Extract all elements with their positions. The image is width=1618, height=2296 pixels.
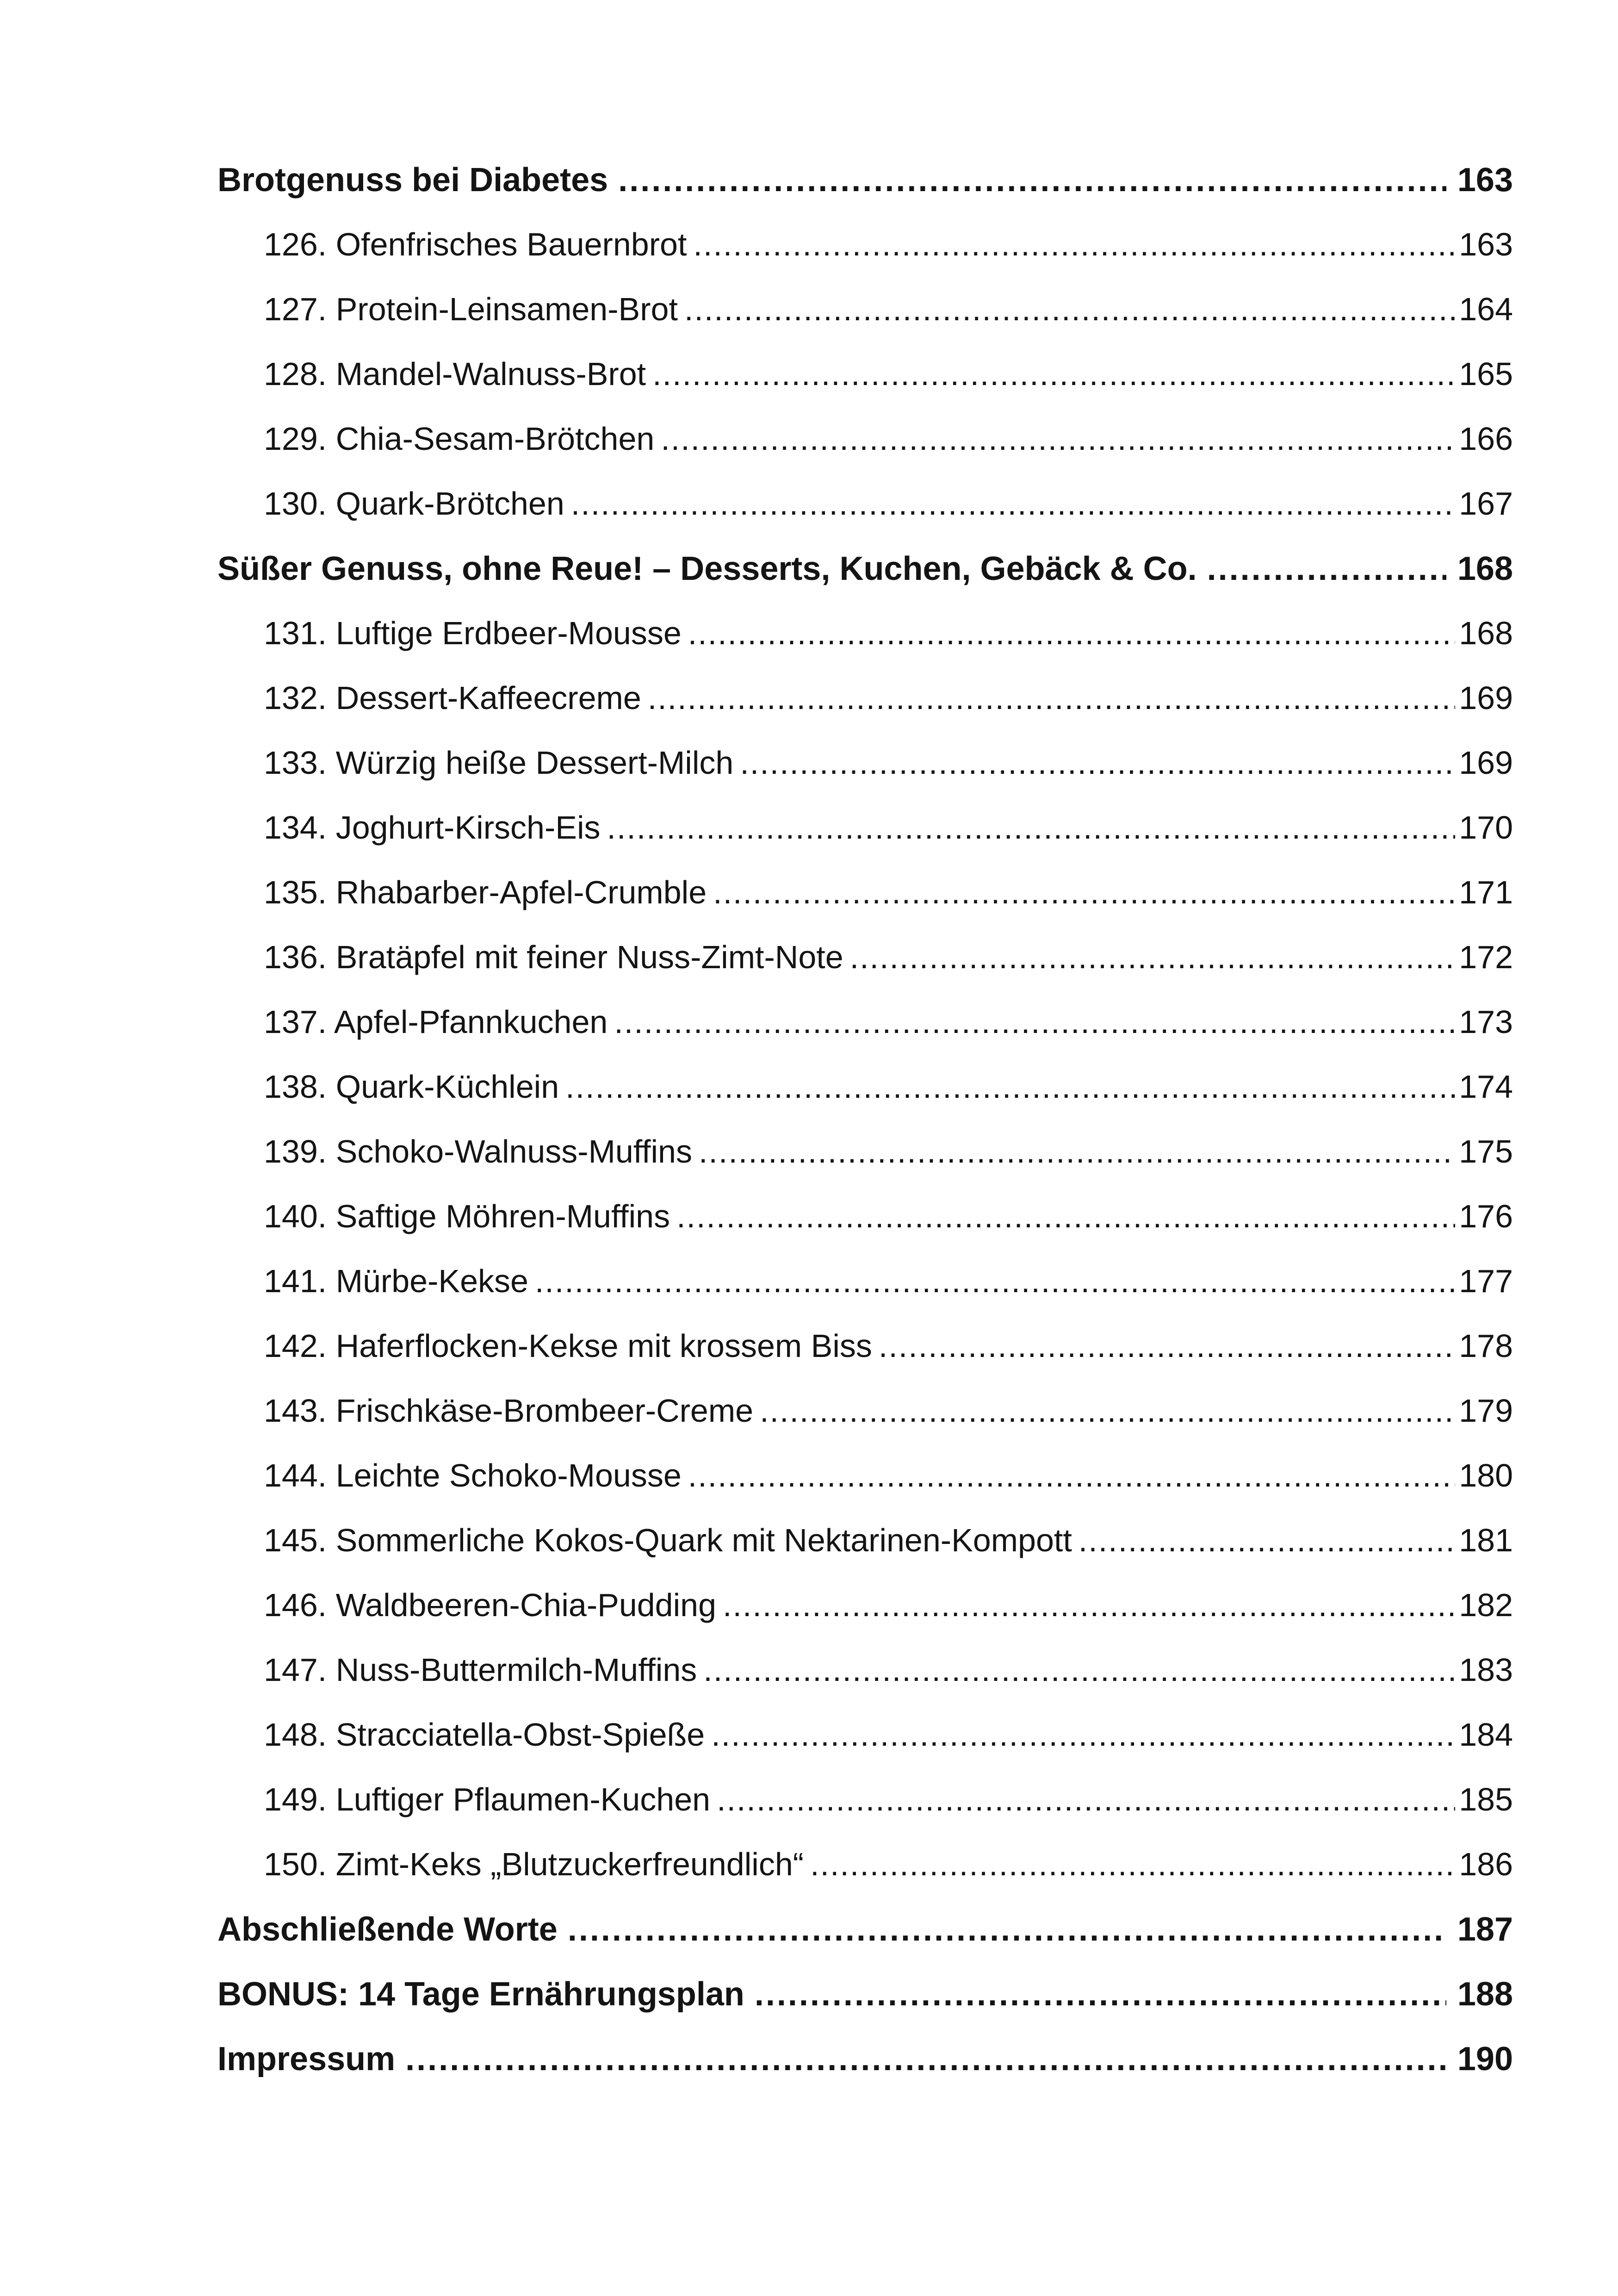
toc-page-number: 177 — [1459, 1263, 1513, 1299]
toc-page-number: 185 — [1459, 1781, 1513, 1817]
toc-page-number: 166 — [1459, 421, 1513, 457]
dot-leader — [717, 1781, 1455, 1818]
dot-leader — [699, 1133, 1455, 1170]
toc-recipe-row[interactable] — [217, 1263, 1513, 1327]
toc-entry-title: 128. Mandel-Walnuss-Brot — [264, 356, 646, 392]
toc-entry-title: 143. Frischkäse-Brombeer-Creme — [264, 1393, 754, 1429]
toc-page-number: 175 — [1459, 1133, 1513, 1170]
toc-section-row[interactable] — [217, 1910, 1513, 1975]
dot-leader — [711, 1716, 1455, 1753]
toc-page-number: 178 — [1459, 1328, 1513, 1364]
toc-page-number: 169 — [1459, 745, 1513, 781]
dot-leader — [405, 2040, 1446, 2078]
toc-recipe-row[interactable] — [217, 874, 1513, 939]
toc-recipe-row[interactable] — [217, 1003, 1513, 1068]
toc-page-number: 165 — [1459, 356, 1513, 392]
toc-recipe-row[interactable] — [217, 1392, 1513, 1457]
toc-recipe-row[interactable] — [217, 485, 1513, 550]
toc-page-number: 176 — [1459, 1198, 1513, 1234]
toc-entry-title: 133. Würzig heiße Dessert-Milch — [264, 745, 734, 781]
toc-entry-title: 144. Leichte Schoko-Mousse — [264, 1457, 682, 1493]
toc-entry-title: 127. Protein-Leinsamen-Brot — [264, 291, 678, 327]
dot-leader — [879, 1327, 1455, 1364]
dot-leader — [740, 744, 1455, 781]
dot-leader — [571, 485, 1455, 522]
toc-entry-title: 132. Dessert-Kaffeecreme — [264, 680, 641, 716]
toc-entry-title: 147. Nuss-Buttermilch-Muffins — [264, 1652, 697, 1688]
toc-page-number: 181 — [1459, 1522, 1513, 1558]
toc-page-number: 168 — [1457, 550, 1513, 587]
toc-page-number: 171 — [1459, 874, 1513, 910]
toc-entry-title: Abschließende Worte — [217, 1911, 558, 1948]
toc-entry-title: Brotgenuss bei Diabetes — [217, 162, 608, 199]
dot-leader — [607, 809, 1456, 846]
dot-leader — [703, 1651, 1455, 1688]
toc-entry-title: 141. Mürbe-Kekse — [264, 1263, 528, 1299]
toc-section-row[interactable] — [217, 550, 1513, 615]
toc-entry-title: 129. Chia-Sesam-Brötchen — [264, 421, 655, 457]
toc-page-number: 169 — [1459, 680, 1513, 716]
toc-recipe-row[interactable] — [217, 1327, 1513, 1392]
dot-leader — [755, 1975, 1446, 2013]
toc-entry-title: 135. Rhabarber-Apfel-Crumble — [264, 874, 707, 910]
dot-leader — [565, 1068, 1455, 1105]
toc-entry-title: Süßer Genuss, ohne Reue! – Desserts, Kuchen, Gebäck & Co. — [217, 550, 1197, 587]
toc-entry-title: 148. Stracciatella-Obst-Spieße — [264, 1717, 705, 1753]
toc-entry-title: 149. Luftiger Pflaumen-Kuchen — [264, 1781, 711, 1817]
dot-leader — [676, 1198, 1455, 1235]
toc-page-number: 187 — [1457, 1911, 1513, 1948]
dot-leader — [535, 1263, 1455, 1300]
toc-recipe-row[interactable] — [217, 809, 1513, 874]
toc-recipe-row[interactable] — [217, 1522, 1513, 1587]
toc-page-number: 172 — [1459, 939, 1513, 975]
toc-entry-title: 131. Luftige Erdbeer-Mousse — [264, 615, 682, 651]
toc-page-number: 190 — [1457, 2041, 1513, 2078]
toc-page-number: 182 — [1459, 1587, 1513, 1623]
toc-recipe-row[interactable] — [217, 1651, 1513, 1716]
toc-recipe-row[interactable] — [217, 291, 1513, 355]
toc-page-number: 167 — [1459, 485, 1513, 522]
toc-page-number: 164 — [1459, 291, 1513, 327]
dot-leader — [723, 1587, 1455, 1624]
toc-recipe-row[interactable] — [217, 939, 1513, 1003]
toc-page-number: 174 — [1459, 1069, 1513, 1105]
dot-leader — [684, 291, 1455, 328]
toc-recipe-row[interactable] — [217, 679, 1513, 744]
toc-page-number: 183 — [1459, 1652, 1513, 1688]
toc-recipe-row[interactable] — [217, 1716, 1513, 1781]
toc-page-number: 184 — [1459, 1717, 1513, 1753]
toc-entry-title: 134. Joghurt-Kirsch-Eis — [264, 809, 601, 846]
dot-leader — [1079, 1522, 1455, 1559]
toc-entry-title: BONUS: 14 Tage Ernährungsplan — [217, 1976, 744, 2013]
toc-section-row[interactable] — [217, 1975, 1513, 2040]
toc-recipe-row[interactable] — [217, 1133, 1513, 1198]
dot-leader — [648, 679, 1455, 716]
toc-page-number: 163 — [1457, 162, 1513, 199]
toc-section-row[interactable] — [217, 2040, 1513, 2105]
toc-entry-title: 146. Waldbeeren-Chia-Pudding — [264, 1587, 717, 1623]
toc-recipe-row[interactable] — [217, 420, 1513, 485]
toc-entry-title: 150. Zimt-Keks „Blutzuckerfreundlich“ — [264, 1846, 804, 1882]
toc-recipe-row[interactable] — [217, 355, 1513, 420]
dot-leader — [1207, 550, 1446, 588]
toc-entry-title: Impressum — [217, 2041, 396, 2078]
toc-recipe-row[interactable] — [217, 1587, 1513, 1651]
dot-leader — [618, 161, 1446, 199]
toc-entry-title: 130. Quark-Brötchen — [264, 485, 564, 522]
toc-entry-title: 139. Schoko-Walnuss-Muffins — [264, 1133, 692, 1170]
toc-section-row[interactable] — [217, 161, 1513, 226]
toc-entry-title: 145. Sommerliche Kokos-Quark mit Nektarinen-Kompott — [264, 1522, 1072, 1558]
dot-leader — [688, 1457, 1455, 1494]
toc-entry-title: 140. Saftige Möhren-Muffins — [264, 1198, 670, 1234]
toc-page-number: 173 — [1459, 1004, 1513, 1040]
toc-entry-title: 142. Haferflocken-Kekse mit krossem Biss — [264, 1328, 872, 1364]
toc-recipe-row[interactable] — [217, 744, 1513, 809]
toc-recipe-row[interactable] — [217, 226, 1513, 291]
dot-leader — [652, 355, 1455, 392]
dot-leader — [614, 1003, 1455, 1040]
toc-page-number: 186 — [1459, 1846, 1513, 1882]
dot-leader — [661, 420, 1455, 457]
dot-leader — [688, 615, 1455, 652]
dot-leader — [760, 1392, 1455, 1429]
toc-page-number: 168 — [1459, 615, 1513, 651]
dot-leader — [810, 1846, 1455, 1883]
toc-entry-title: 126. Ofenfrisches Bauernbrot — [264, 226, 687, 262]
toc-page-number: 179 — [1459, 1393, 1513, 1429]
toc-recipe-row[interactable] — [217, 1846, 1513, 1910]
toc-recipe-row[interactable] — [217, 1781, 1513, 1846]
dot-leader — [713, 874, 1455, 911]
toc-page-number: 180 — [1459, 1457, 1513, 1493]
toc-recipe-row[interactable] — [217, 615, 1513, 679]
table-of-contents — [217, 161, 1513, 2105]
toc-page-number: 170 — [1459, 809, 1513, 846]
toc-entry-title: 138. Quark-Küchlein — [264, 1069, 559, 1105]
dot-leader — [568, 1910, 1446, 1948]
toc-recipe-row[interactable] — [217, 1457, 1513, 1522]
dot-leader — [693, 226, 1455, 263]
dot-leader — [850, 939, 1456, 976]
toc-entry-title: 137. Apfel-Pfannkuchen — [264, 1004, 608, 1040]
toc-page-number: 188 — [1457, 1976, 1513, 2013]
toc-page-number: 163 — [1459, 226, 1513, 262]
toc-recipe-row[interactable] — [217, 1198, 1513, 1263]
toc-recipe-row[interactable] — [217, 1068, 1513, 1133]
toc-entry-title: 136. Bratäpfel mit feiner Nuss-Zimt-Note — [264, 939, 843, 975]
